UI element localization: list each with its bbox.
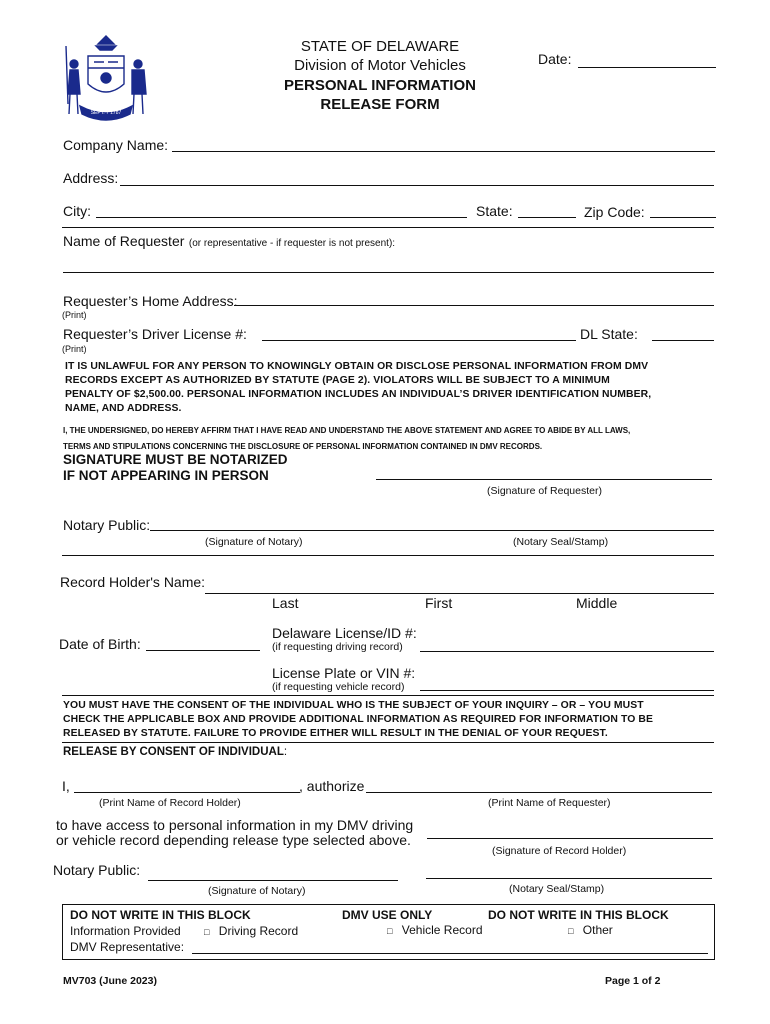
do-not-write-right: DO NOT WRITE IN THIS BLOCK [488, 908, 669, 922]
consent-notary-seal-field[interactable] [426, 878, 712, 879]
requester-name-note: (or representative - if requester is not present): [188, 238, 396, 249]
release-title-colon: : [283, 746, 288, 758]
consent-notice-line-2: CHECK THE APPLICABLE BOX AND PROVIDE ADDITIONAL INFORMATION AS REQUIRED FOR INFORMATION TO BE [63, 714, 654, 725]
driving-record-label: Driving Record [218, 924, 299, 938]
license-id-label: Delaware License/ID #: [272, 625, 417, 641]
warning-line-1: IT IS UNLAWFUL FOR ANY PERSON TO KNOWINGLY OBTAIN OR DISCLOSE PERSONAL INFORMATION FROM DMV [65, 361, 649, 372]
notary-seal-field[interactable] [62, 555, 714, 556]
city-field[interactable] [96, 217, 467, 218]
requester-signature-field[interactable] [376, 479, 712, 480]
print-note-1: (Print) [62, 310, 87, 320]
seal-banner-text: SEPT. 7 1787 [90, 110, 122, 116]
company-name-field[interactable] [172, 151, 715, 152]
name-last-caption: Last [272, 595, 299, 611]
dob-field[interactable] [146, 650, 260, 651]
other-label: Other [582, 923, 613, 937]
release-title [63, 746, 287, 758]
warning-line-3: PENALTY OF $2,500.00. PERSONAL INFORMATION INCLUDES AN INDIVIDUAL’S DRIVER IDENTIFICATION NUMBER, [65, 389, 652, 400]
requester-name-field[interactable] [63, 272, 714, 273]
consent-notice-line-1: YOU MUST HAVE THE CONSENT OF THE INDIVIDUAL WHO IS THE SUBJECT OF YOUR INQUIRY – OR – YOU MUST [63, 700, 644, 711]
print-note-2: (Print) [62, 344, 87, 354]
name-first-caption: First [425, 595, 453, 611]
affirm-line-2: TERMS AND STIPULATIONS CONCERNING THE DISCLOSURE OF PERSONAL INFORMATION CONTAINED IN DMV RECORDS. [63, 442, 543, 451]
date-field[interactable] [578, 67, 716, 68]
plate-vin-field[interactable] [420, 690, 714, 691]
dmv-use-only-label: DMV USE ONLY [342, 908, 433, 922]
notarize-line-1: SIGNATURE MUST BE NOTARIZED [63, 452, 288, 467]
record-holder-signature-field[interactable] [427, 838, 713, 839]
dmv-rep-field[interactable] [192, 953, 708, 954]
state-label: State: [476, 203, 513, 219]
record-holder-print-field[interactable] [74, 792, 300, 793]
divider [62, 227, 714, 228]
date-label: Date: [538, 51, 572, 67]
company-name-label: Company Name: [63, 137, 169, 153]
print-requester-caption: (Print Name of Requester) [488, 797, 611, 809]
consent-notice-line-3: RELEASED BY STATUTE. FAILURE TO PROVIDE EITHER WILL RESULT IN THE DENIAL OF YOUR REQUEST. [63, 728, 608, 739]
warning-line-2: RECORDS EXCEPT AS AUTHORIZED BY STATUTE (PAGE 2). VIOLATORS WILL BE SUBJECT TO A MINIMUM [65, 375, 610, 386]
access-line-2: or vehicle record depending release type selected above. [56, 832, 411, 848]
record-holder-label: Record Holder's Name: [60, 574, 206, 590]
other-option[interactable] [568, 923, 613, 937]
requester-signature-caption: (Signature of Requester) [487, 485, 602, 497]
vehicle-record-checkbox[interactable]: □ [387, 926, 393, 936]
division-title: Division of Motor Vehicles [294, 57, 466, 74]
dl-state-field[interactable] [652, 340, 714, 341]
notarize-line-2: IF NOT APPEARING IN PERSON [63, 468, 269, 483]
divider [62, 695, 714, 696]
notary-seal-caption: (Notary Seal/Stamp) [513, 536, 609, 548]
driver-license-field[interactable] [262, 340, 576, 341]
address-field[interactable] [120, 185, 714, 186]
other-checkbox[interactable]: □ [568, 926, 574, 936]
home-address-field[interactable] [234, 305, 714, 306]
legal-warning [65, 360, 715, 416]
dob-label: Date of Birth: [59, 636, 141, 652]
driving-record-option[interactable] [204, 924, 298, 938]
plate-vin-label: License Plate or VIN #: [272, 665, 416, 681]
page-number: Page 1 of 2 [605, 975, 661, 987]
affirmation [63, 423, 718, 455]
notary-signature-caption: (Signature of Notary) [205, 536, 303, 548]
dmv-rep-label: DMV Representative: [70, 940, 185, 954]
affirm-line-1: I, THE UNDERSIGNED, DO HEREBY AFFIRM THAT I HAVE READ AND UNDERSTAND THE ABOVE STATEMENT AND AGREE TO ABIDE BY ALL LAWS, [63, 426, 631, 435]
record-holder-signature-caption: (Signature of Record Holder) [492, 845, 627, 857]
release-title-text: RELEASE BY CONSENT OF INDIVIDUAL [63, 746, 284, 758]
address-label: Address: [63, 170, 119, 186]
requester-name-text: Name of Requester [63, 233, 185, 249]
zip-field[interactable] [650, 217, 716, 218]
state-title: STATE OF DELAWARE [300, 38, 460, 55]
license-id-field[interactable] [420, 651, 714, 652]
warning-line-4: NAME, AND ADDRESS. [65, 403, 182, 414]
city-label: City: [63, 203, 91, 219]
state-seal [60, 34, 152, 126]
dl-state-label: DL State: [580, 326, 638, 342]
home-address-label: Requester’s Home Address: [63, 293, 238, 309]
consent-notary-label: Notary Public: [53, 862, 141, 878]
do-not-write-left: DO NOT WRITE IN THIS BLOCK [70, 908, 251, 922]
form-id: MV703 (June 2023) [63, 975, 157, 987]
notary-public-label: Notary Public: [63, 517, 151, 533]
record-holder-field[interactable] [205, 593, 714, 594]
requester-print-field[interactable] [366, 792, 712, 793]
print-holder-caption: (Print Name of Record Holder) [99, 797, 241, 809]
form-title-line2: RELEASE FORM [320, 96, 440, 113]
consent-i-label: I, [62, 778, 70, 794]
zip-label: Zip Code: [584, 204, 645, 220]
vehicle-record-label: Vehicle Record [401, 923, 483, 937]
form-title-line1: PERSONAL INFORMATION [284, 77, 476, 94]
info-provided-label: Information Provided [70, 924, 181, 938]
license-id-note: (if requesting driving record) [272, 641, 403, 653]
vehicle-record-option[interactable] [387, 923, 483, 937]
consent-notary-field[interactable] [148, 880, 398, 881]
consent-notary-seal-caption: (Notary Seal/Stamp) [509, 883, 605, 895]
state-field[interactable] [518, 217, 576, 218]
driver-license-label: Requester’s Driver License #: [63, 326, 247, 342]
consent-notary-signature-caption: (Signature of Notary) [208, 885, 306, 897]
authorize-label: , authorize [299, 778, 365, 794]
plate-vin-note: (if requesting vehicle record) [272, 681, 405, 693]
access-line-1: to have access to personal information in my DMV driving [56, 817, 414, 833]
requester-name-label [63, 233, 395, 251]
consent-notice [63, 699, 715, 741]
divider [62, 742, 714, 743]
name-middle-caption: Middle [576, 595, 618, 611]
dmv-use-only-block [62, 904, 715, 960]
driving-record-checkbox[interactable]: □ [204, 927, 210, 937]
notary-signature-field[interactable] [150, 530, 714, 531]
